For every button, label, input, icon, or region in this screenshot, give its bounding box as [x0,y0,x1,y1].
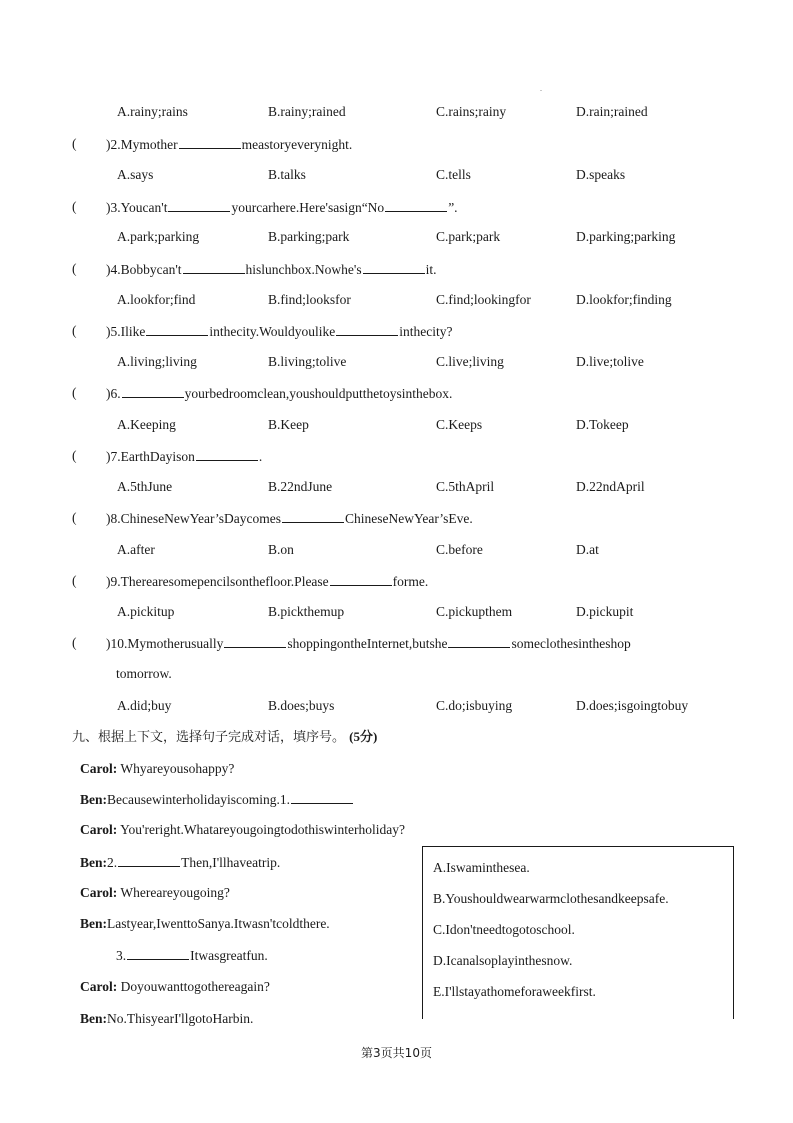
option-d: D.live;tolive [576,354,644,369]
answer-paren[interactable]: ( [72,136,77,151]
option-c: C.find;lookingfor [436,292,531,307]
option-b: B.rainy;rained [268,104,346,119]
fill-blank[interactable] [282,510,344,523]
question-6: )6. yourbedroomclean,youshouldputthetoysinthebox. [106,386,453,401]
stray-mark: . [540,84,542,93]
option-b: B.on [268,542,294,557]
dialogue-line: Ben:No.ThisyearI'llgotoHarbin. [80,1011,254,1026]
option-d: D.22ndApril [576,479,645,494]
choice-item: C.Idon'tneedtogotoschool. [433,922,575,937]
answer-paren[interactable]: ( [72,385,77,400]
option-d: D.at [576,542,599,557]
question-8: )8.ChineseNewYear’sDaycomes ChineseNewYear’sEve. [106,511,473,526]
option-a: A.living;living [117,354,197,369]
dialogue-line: Ben:2. Then,I'llhaveatrip. [80,855,281,870]
fill-blank[interactable] [179,136,241,149]
option-c: C.tells [436,167,471,182]
dialogue-line: 3. Itwasgreatfun. [116,948,268,963]
option-b: B.does;buys [268,698,335,713]
fill-blank[interactable] [168,199,230,212]
option-c: C.Keeps [436,417,483,432]
option-d: D.parking;parking [576,229,676,244]
answer-paren[interactable]: ( [72,323,77,338]
choice-item: B.Youshouldwearwarmclothesandkeepsafe. [433,891,669,906]
choice-item: E.I'llstayathomeforaweekfirst. [433,984,596,999]
option-d: D.rain;rained [576,104,648,119]
dialogue-line: Carol: You'reright.Whatareyougoingtodothiswinterholiday? [80,822,406,837]
option-b: B.living;tolive [268,354,347,369]
dialogue-line: Ben:Lastyear,IwenttoSanya.Itwasn'tcoldthere. [80,916,330,931]
option-b: B.pickthemup [268,604,345,619]
fill-blank[interactable] [291,791,353,804]
option-a: A.lookfor;find [117,292,196,307]
option-c: C.5thApril [436,479,495,494]
fill-blank[interactable] [385,199,447,212]
fill-blank[interactable] [336,323,398,336]
dialogue-line: Carol: Whyareyousohappy? [80,761,235,776]
fill-blank[interactable] [448,635,510,648]
option-a: A.pickitup [117,604,175,619]
option-a: A.after [117,542,155,557]
option-d: D.speaks [576,167,626,182]
option-b: B.22ndJune [268,479,333,494]
dialogue-line: Carol: Whereareyougoing? [80,885,230,900]
option-b: B.talks [268,167,306,182]
option-d: D.pickupit [576,604,634,619]
option-a: A.says [117,167,154,182]
answer-paren[interactable]: ( [72,199,77,214]
fill-blank[interactable] [127,947,189,960]
fill-blank[interactable] [196,448,258,461]
question-9: )9.Therearesomepencilsonthefloor.Please forme. [106,574,429,589]
option-c: C.do;isbuying [436,698,513,713]
fill-blank[interactable] [118,854,180,867]
option-d: D.Tokeep [576,417,629,432]
option-d: D.does;isgoingtobuy [576,698,689,713]
question-4: )4.Bobbycan't hislunchbox.Nowhe's it. [106,262,437,277]
option-c: C.pickupthem [436,604,513,619]
answer-paren[interactable]: ( [72,510,77,525]
fill-blank[interactable] [363,261,425,274]
option-d: D.lookfor;finding [576,292,672,307]
option-c: C.rains;rainy [436,104,507,119]
question-10: )10.Mymotherusually shoppingontheInternet,butshe someclothesintheshop [106,636,631,651]
fill-blank[interactable] [183,261,245,274]
choice-item: D.Icanalsoplayinthesnow. [433,953,573,968]
question-2: )2.Mymother meastoryeverynight. [106,137,353,152]
answer-paren[interactable]: ( [72,448,77,463]
page-footer: 第3页共10页 [361,1046,432,1060]
fill-blank[interactable] [146,323,208,336]
answer-paren[interactable]: ( [72,573,77,588]
answer-paren[interactable]: ( [72,261,77,276]
choice-item: A.Iswaminthesea. [433,860,530,875]
answer-paren[interactable]: ( [72,635,77,650]
option-a: A.Keeping [117,417,176,432]
question-3: )3.Youcan't yourcarhere.Here'sasign“No ”. [106,200,458,215]
option-b: B.Keep [268,417,309,432]
option-a: A.5thJune [117,479,173,494]
option-a: A.park;parking [117,229,200,244]
option-a: A.rainy;rains [117,104,188,119]
question-7: )7.EarthDayison . [106,449,263,464]
dialogue-line: Ben:Becausewinterholidayiscoming.1. [80,791,354,808]
fill-blank[interactable] [224,635,286,648]
option-b: B.find;looksfor [268,292,351,307]
question-5: )5.Ilike inthecity.Wouldyoulike inthecity? [106,324,453,339]
option-c: C.park;park [436,229,501,244]
dialogue-line: Carol: Doyouwanttogothereagain? [80,979,270,994]
fill-blank[interactable] [122,385,184,398]
option-c: C.before [436,542,483,557]
option-c: C.live;living [436,354,504,369]
option-a: A.did;buy [117,698,172,713]
section-9-heading: 九、根据上下文，选择句子完成对话，填序号。 (5分) [72,729,378,745]
option-b: B.parking;park [268,229,350,244]
question-10-continuation: tomorrow. [116,666,172,681]
fill-blank[interactable] [330,573,392,586]
